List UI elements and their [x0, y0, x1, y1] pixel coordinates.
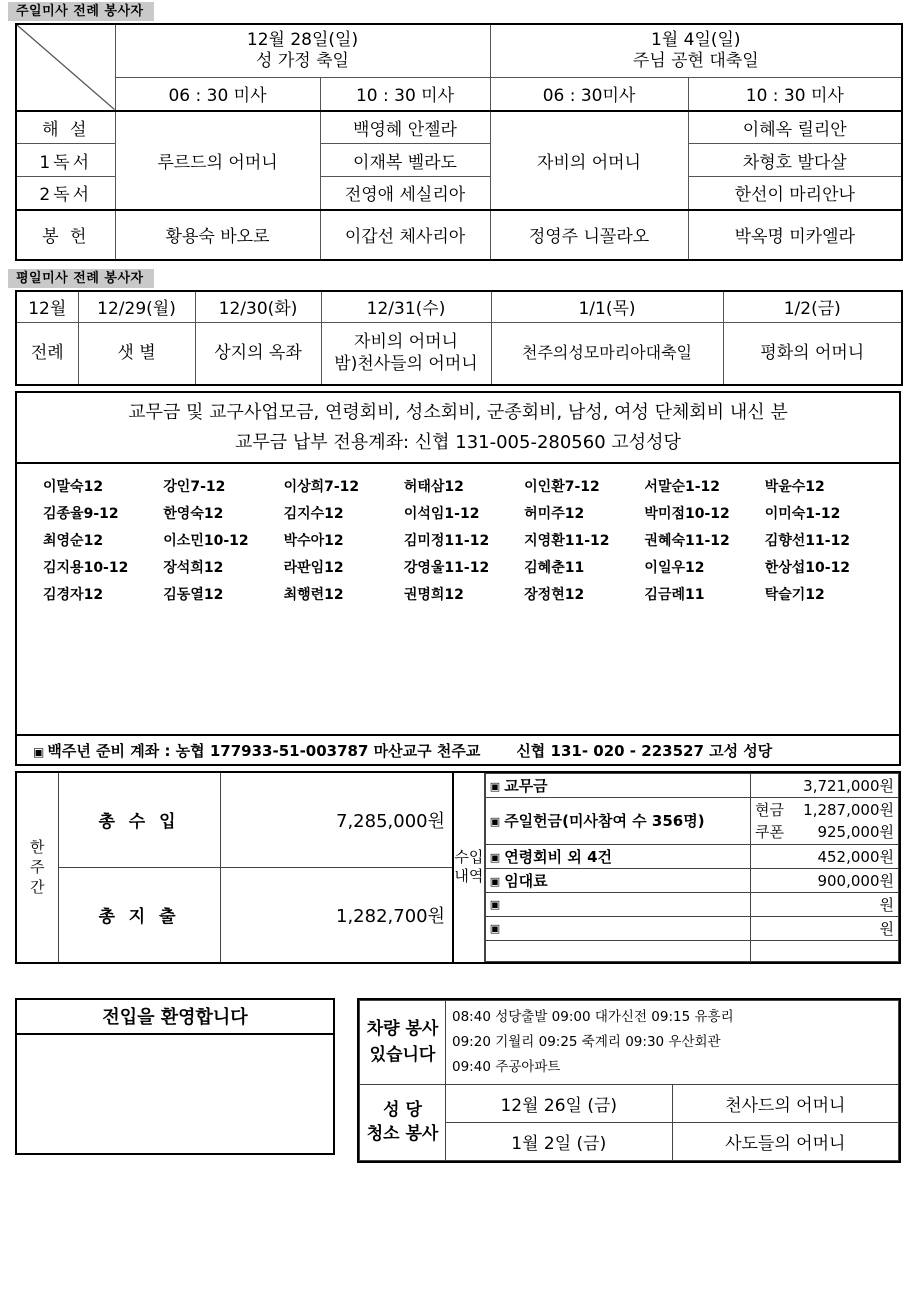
corner-diagonal-cell [16, 24, 115, 111]
donor-entry: 박수아12 [283, 532, 344, 549]
dues-notice-line2: 교무금 납부 전용계좌: 신협 131-005-280560 고성성당 [235, 431, 681, 453]
car-service-label-l2: 있습니다 [369, 1045, 436, 1065]
income-subitem-key: 현금 [755, 800, 784, 819]
bottom-block [0, 998, 919, 1163]
day1-feast: 성 가정 축일 [256, 51, 349, 71]
bullet-square-icon: ▣ [489, 850, 501, 864]
car-routes [446, 1000, 899, 1084]
weekday-col-1230: 12/30(화) [195, 291, 321, 323]
income-item-value: 원 [751, 892, 899, 916]
donor-entry: 이상희7-12 [283, 478, 360, 495]
income-breakdown-label-l1: 수입 [454, 848, 484, 866]
table-row-offering [16, 210, 902, 260]
donor-entry: 라판임12 [283, 559, 344, 576]
weekday-value-1230: 상지의 옥좌 [195, 323, 321, 385]
table-row-date [16, 24, 902, 78]
donor-entry: 한영숙12 [163, 505, 224, 522]
offering-day2-mass2: 박옥명 미카엘라 [688, 210, 902, 260]
day1-mass2-time: 10 : 30 미사 [320, 78, 490, 111]
week-label-c2: 주 [30, 858, 45, 876]
table-row-spacer [485, 940, 898, 961]
welcome-title: 전입을 환영합니다 [17, 1000, 333, 1035]
weekday-value-0102: 평화의 어머니 [723, 323, 902, 385]
donor-entry: 이말숙12 [43, 478, 104, 495]
income-item-value: 원 [751, 916, 899, 940]
table-row-header [16, 291, 902, 323]
car-route-line3: 09:40 주공아파트 [452, 1058, 561, 1075]
donor-entry: 장석희12 [163, 559, 224, 576]
car-service-label-l1: 차량 봉사 [366, 1019, 439, 1039]
income-item-value: 900,000원 [751, 868, 899, 892]
donor-entry: 김미정11-12 [403, 532, 490, 549]
table-row [485, 797, 898, 844]
cleaning-group-2: 사도들의 어머니 [672, 1122, 899, 1160]
income-breakdown-table [485, 773, 899, 962]
income-item-name [485, 892, 750, 916]
table-row-liturgy [16, 323, 902, 385]
day1-mass1-group: 루르드의 어머니 [115, 111, 320, 210]
donor-entry: 지영환11-12 [524, 532, 610, 549]
donor-entry: 강영울11-12 [403, 559, 490, 576]
sunday-mass-table [15, 23, 903, 261]
total-income-label: 총 수 입 [58, 772, 220, 868]
sunday-section-header-wrap [8, 0, 919, 21]
day1-mass2-reading2: 전영애 세실리아 [320, 177, 490, 210]
weekday-section-header-wrap [8, 267, 919, 288]
diagonal-line-icon [17, 25, 115, 110]
cleaning-date-2: 1월 2일 (금) [446, 1122, 673, 1160]
income-item-name: ▣ 주일헌금(미사참여 수 356명) [485, 797, 750, 844]
income-breakdown-block [454, 771, 901, 964]
day2-mass1-time: 06 : 30미사 [490, 78, 688, 111]
table-row [485, 844, 898, 868]
day2-date: 1월 4일(일) [650, 30, 741, 50]
donor-entry: 서말순1-12 [644, 478, 721, 495]
centenary-account-note [15, 736, 901, 766]
table-row-car [360, 1000, 899, 1084]
bullet-square-icon: ▣ [489, 815, 501, 828]
bullet-square-icon: ▣ [33, 744, 45, 759]
cleaning-service-label-l1: 성 당 [383, 1100, 422, 1120]
table-row [485, 916, 898, 940]
donor-entry: 탁슬기12 [764, 586, 825, 603]
donor-entry: 권혜숙11-12 [644, 532, 730, 549]
offering-day1-mass1: 황용숙 바오로 [115, 210, 320, 260]
donor-entry: 한상섭10-12 [764, 559, 851, 576]
donor-entry: 김혜춘11 [524, 559, 585, 576]
weekday-col-0101: 1/1(목) [491, 291, 723, 323]
donor-entry: 김지용10-12 [43, 559, 129, 576]
day2-mass2-reading1: 차형호 발다살 [688, 144, 902, 177]
income-spacer-right [751, 940, 899, 961]
donor-entry: 김금례11 [644, 586, 705, 603]
income-item-name: ▣ 교무금 [485, 773, 750, 797]
sunday-section-header: 주일미사 전례 봉사자 [8, 2, 154, 21]
donor-entry: 김향선11-12 [764, 532, 851, 549]
weekday-value-1231 [321, 323, 491, 385]
table-row [16, 111, 902, 144]
table-row-masstimes [16, 78, 902, 111]
centenary-account-text2: 신협 131- 020 - 223527 고성 성당 [516, 741, 773, 760]
donor-entry: 허태삼12 [403, 478, 464, 495]
day2-mass2-time: 10 : 30 미사 [688, 78, 902, 111]
week-label-c3: 간 [30, 878, 45, 896]
weekly-totals-table [15, 771, 454, 964]
welcome-box [15, 998, 335, 1155]
income-subitem-value: 925,000원 [817, 822, 894, 841]
bullet-square-icon: ▣ [489, 874, 501, 888]
table-row [485, 892, 898, 916]
income-spacer-left [485, 940, 750, 961]
bullet-square-icon: ▣ [489, 898, 501, 911]
donor-entry: 박미점10-12 [644, 505, 730, 522]
donor-entry: 권명희12 [403, 586, 464, 603]
weekday-section-header: 평일미사 전례 봉사자 [8, 269, 154, 288]
income-subitem-value: 1,287,000원 [803, 800, 894, 819]
offering-day2-mass1: 정영주 니꼴라오 [490, 210, 688, 260]
income-item-name: ▣ 임대료 [485, 868, 750, 892]
donor-entry: 이일우12 [644, 559, 705, 576]
donor-entry: 김경자12 [43, 586, 104, 603]
donor-entry: 최영순12 [43, 532, 104, 549]
day2-mass1-group: 자비의 어머니 [490, 111, 688, 210]
service-box [357, 998, 901, 1163]
table-row-clean-1 [360, 1084, 899, 1122]
donor-entry: 장정현12 [524, 586, 585, 603]
table-row-income [16, 772, 453, 868]
day2-mass2-narration: 이혜옥 릴리안 [688, 111, 902, 144]
cleaning-group-1: 천사드의 어머니 [672, 1084, 899, 1122]
income-item-value: 3,721,000원 [751, 773, 899, 797]
bullet-square-icon: ▣ [489, 922, 501, 935]
weekday-mass-table [15, 290, 903, 386]
cleaning-service-label [360, 1084, 446, 1160]
cleaning-date-1: 12월 26일 (금) [446, 1084, 673, 1122]
weekday-col-1231: 12/31(수) [321, 291, 491, 323]
day1-date-feast [115, 24, 490, 78]
donor-entry: 이소민10-12 [163, 532, 249, 549]
donor-entry: 김지수12 [283, 505, 344, 522]
week-label [16, 772, 58, 963]
donor-entry: 이미숙1-12 [764, 505, 841, 522]
income-item-name [485, 916, 750, 940]
bullet-square-icon: ▣ [489, 779, 501, 793]
donor-entry: 최행련12 [283, 586, 344, 603]
car-route-line2: 09:20 기월리 09:25 죽계리 09:30 우산회관 [452, 1033, 721, 1050]
week-label-c1: 한 [30, 838, 45, 856]
day2-feast: 주님 공현 대축일 [632, 51, 759, 71]
income-item-name: ▣ 연령회비 외 4건 [485, 844, 750, 868]
cleaning-service-label-l2: 청소 봉사 [366, 1124, 439, 1144]
donor-list [15, 464, 901, 736]
total-income-value: 7,285,000원 [220, 772, 453, 868]
donor-entry: 김종율9-12 [43, 505, 119, 522]
total-expense-label: 총 지 출 [58, 867, 220, 963]
donor-entry: 김동열12 [163, 586, 224, 603]
weekday-col-1229: 12/29(월) [78, 291, 195, 323]
weekday-value-1231-line2: 밤)천사들의 어머니 [334, 354, 478, 375]
donor-entry: 이인환7-12 [524, 478, 600, 495]
weekday-col-month: 12월 [16, 291, 78, 323]
weekday-col-0102: 1/2(금) [723, 291, 902, 323]
income-item-value [751, 797, 899, 844]
donor-entry: 강인7-12 [163, 478, 226, 495]
role-label-reading2: 2독서 [16, 177, 115, 210]
service-table [359, 1000, 899, 1161]
car-service-label [360, 1000, 446, 1084]
offering-block [0, 391, 919, 766]
donor-entry: 박윤수12 [764, 478, 825, 495]
car-route-line1: 08:40 성당출발 09:00 대가신전 09:15 유흥리 [452, 1008, 734, 1025]
donor-entry: 이석임1-12 [403, 505, 480, 522]
income-subitem [755, 821, 894, 843]
table-row [485, 773, 898, 797]
income-item-value: 452,000원 [751, 844, 899, 868]
income-breakdown-label-l2: 내역 [454, 867, 484, 885]
day1-mass1-time: 06 : 30 미사 [115, 78, 320, 111]
income-subitem-key: 쿠폰 [755, 822, 784, 841]
weekday-value-0101: 천주의성모마리아대축일 [491, 323, 723, 385]
income-subitem [755, 799, 894, 821]
day2-mass2-reading2: 한선이 마리안나 [688, 177, 902, 210]
table-row [485, 868, 898, 892]
day1-date: 12월 28일(일) [246, 30, 359, 50]
weekday-table-wrap [0, 290, 919, 386]
day1-mass2-narration: 백영혜 안젤라 [320, 111, 490, 144]
weekday-row-label: 전례 [16, 323, 78, 385]
income-breakdown-label [454, 773, 485, 962]
welcome-body [17, 1035, 333, 1153]
donor-entry: 허미주12 [524, 505, 585, 522]
day1-mass2-reading1: 이재복 벨라도 [320, 144, 490, 177]
weekday-value-1231-line1: 자비의 어머니 [354, 332, 458, 353]
role-label-narration: 해 설 [16, 111, 115, 144]
role-label-offering: 봉 헌 [16, 210, 115, 260]
day2-date-feast [490, 24, 902, 78]
dues-notice [15, 391, 901, 464]
table-row-expense [16, 867, 453, 963]
total-expense-value: 1,282,700원 [220, 867, 453, 963]
finance-block [0, 771, 919, 964]
sunday-table-wrap [0, 23, 919, 261]
centenary-account-text: 백주년 준비 계좌 : 농협 177933-51-003787 마산교구 천주교 [47, 741, 481, 760]
role-label-reading1: 1독서 [16, 144, 115, 177]
dues-notice-line1: 교무금 및 교구사업모금, 연령회비, 성소회비, 군종회비, 남성, 여성 단체회비 내신 분 [128, 401, 788, 423]
weekday-value-1229: 샛 별 [78, 323, 195, 385]
donor-grid [43, 476, 885, 604]
offering-day1-mass2: 이갑선 체사리아 [320, 210, 490, 260]
